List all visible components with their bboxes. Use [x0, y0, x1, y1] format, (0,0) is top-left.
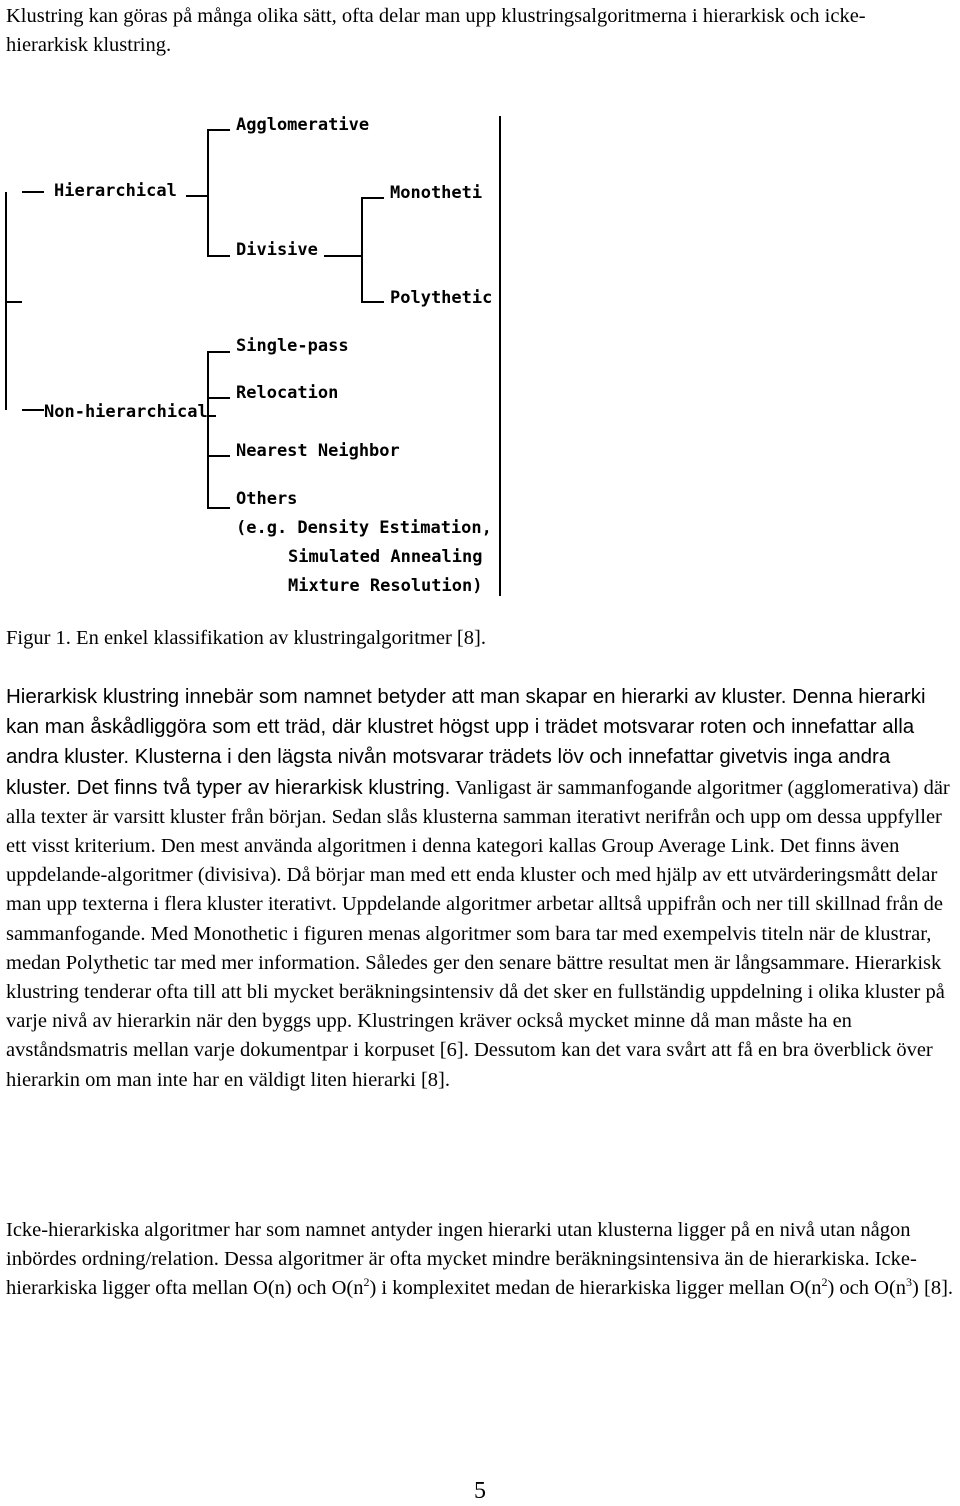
paragraph-hierarchical-intro: Hierarkisk klustring innebär som namnet betyder att man skapar en hierarki av kluster. Denna hierarki kan man åskådliggöra som ett träd, där klustret högst upp i trädet motsvarar roten och innefattar alla andra kluster. Klusterna i den lägsta nivån motsvarar trädets löv och innefattar givetvis inga andra kluster. Det finns två typer av hierarkisk klustring.: [6, 685, 926, 799]
node-nearest-neighbor: Nearest Neighbor: [236, 441, 400, 461]
paragraph-hierarchical-body: Vanligast är sammanfogande algoritmer (agglomerativa) där alla texter är varsitt kluster från början. Sedan slås klusterna samman iterativt nerifrån och upp om dessa uppfyller ett visst kriterium. Den mest använda algoritmen i denna kategori kallas Group Average Link. Det finns även uppdelande-algoritmer (divisiva). Då börjar man med ett enda kluster och med hjälp av ett utvärderingsmått delar man upp texterna i flera kluster iterativt. Uppdelande algoritmer arbetar alltså uppifrån och ner till skillnad från de sammanfogande. Med Monothetic i figuren menas algoritmer som bara tar med exempelvis titeln när de klustrar, medan Polythetic tar med mer information. Således ger den senare bättre resultat men är långsammare. Hierarkisk klustring tenderar ofta till att bli mycket beräkningsintensiv då det sker en fullständig uppdelning i olika kluster på varje nivå av hierarkin när den byggs upp. Klustringen kräver också mycket minne då man måste ha en avståndsmatris mellan varje dokumentpar i korpuset [6]. Dessutom kan det vara svårt att få en bra överblick över hierarkin om man inte har en väldigt liten hierarki [8].: [6, 776, 950, 1091]
node-relocation: Relocation: [236, 383, 339, 403]
hierarchical-branch: [186, 130, 230, 256]
p2-text-d: ) [8].: [912, 1277, 954, 1300]
intro-paragraph: Klustring kan göras på många olika sätt, ofta delar man upp klustringsalgoritmerna i hierarkisk och icke-hierarkisk klustring.: [6, 5, 866, 56]
node-monothetic: Monotheti: [390, 183, 483, 203]
p2-text-a: Icke-hierarkiska algoritmer har som namnet antyder ingen hierarki utan klusterna ligger på en nivå utan någon inbördes ordning/relation. Dessa algoritmer är ofta mycket mindre beräkningsintensiva än de hierarkiska. Icke-hierarkiska ligger ofta mellan O(n) och O(n: [6, 1219, 917, 1300]
node-hierarchical: Hierarchical: [54, 181, 177, 201]
node-single-pass: Single-pass: [236, 336, 349, 356]
p2-sup-b: 2: [821, 1275, 828, 1290]
figure-caption: Figur 1. En enkel klassifikation av klustringalgoritmer [8].: [6, 627, 486, 649]
node-others-line2: Simulated Annealing: [288, 547, 483, 567]
node-others-line3: Mixture Resolution): [288, 576, 483, 596]
p2-sup-c: 3: [906, 1275, 913, 1290]
node-others: Others: [236, 489, 298, 509]
taxonomy-tree: [0, 112, 510, 600]
node-non-hierarchical: Non-hierarchical: [44, 402, 208, 422]
p2-sup-a: 2: [363, 1275, 370, 1290]
p2-text-c: ) och O(n: [827, 1277, 907, 1300]
paragraph-non-hierarchical: [6, 1216, 954, 1304]
clustering-taxonomy-figure: [0, 112, 510, 600]
node-polythetic: Polythetic: [390, 288, 493, 308]
divisive-branch: [324, 198, 384, 302]
non-hierarchical-branch: [208, 352, 230, 508]
node-divisive: Divisive: [236, 240, 318, 260]
page-number: 5: [474, 1478, 486, 1504]
node-agglomerative: Agglomerative: [236, 115, 370, 135]
root-branch: [6, 192, 22, 410]
root-ticks: [22, 192, 44, 410]
p2-text-b: ) i komplexitet medan de hierarkiska ligger mellan O(n: [369, 1277, 822, 1300]
paragraph-hierarchical: [6, 682, 954, 1095]
node-others-line1: (e.g. Density Estimation,: [236, 518, 492, 538]
